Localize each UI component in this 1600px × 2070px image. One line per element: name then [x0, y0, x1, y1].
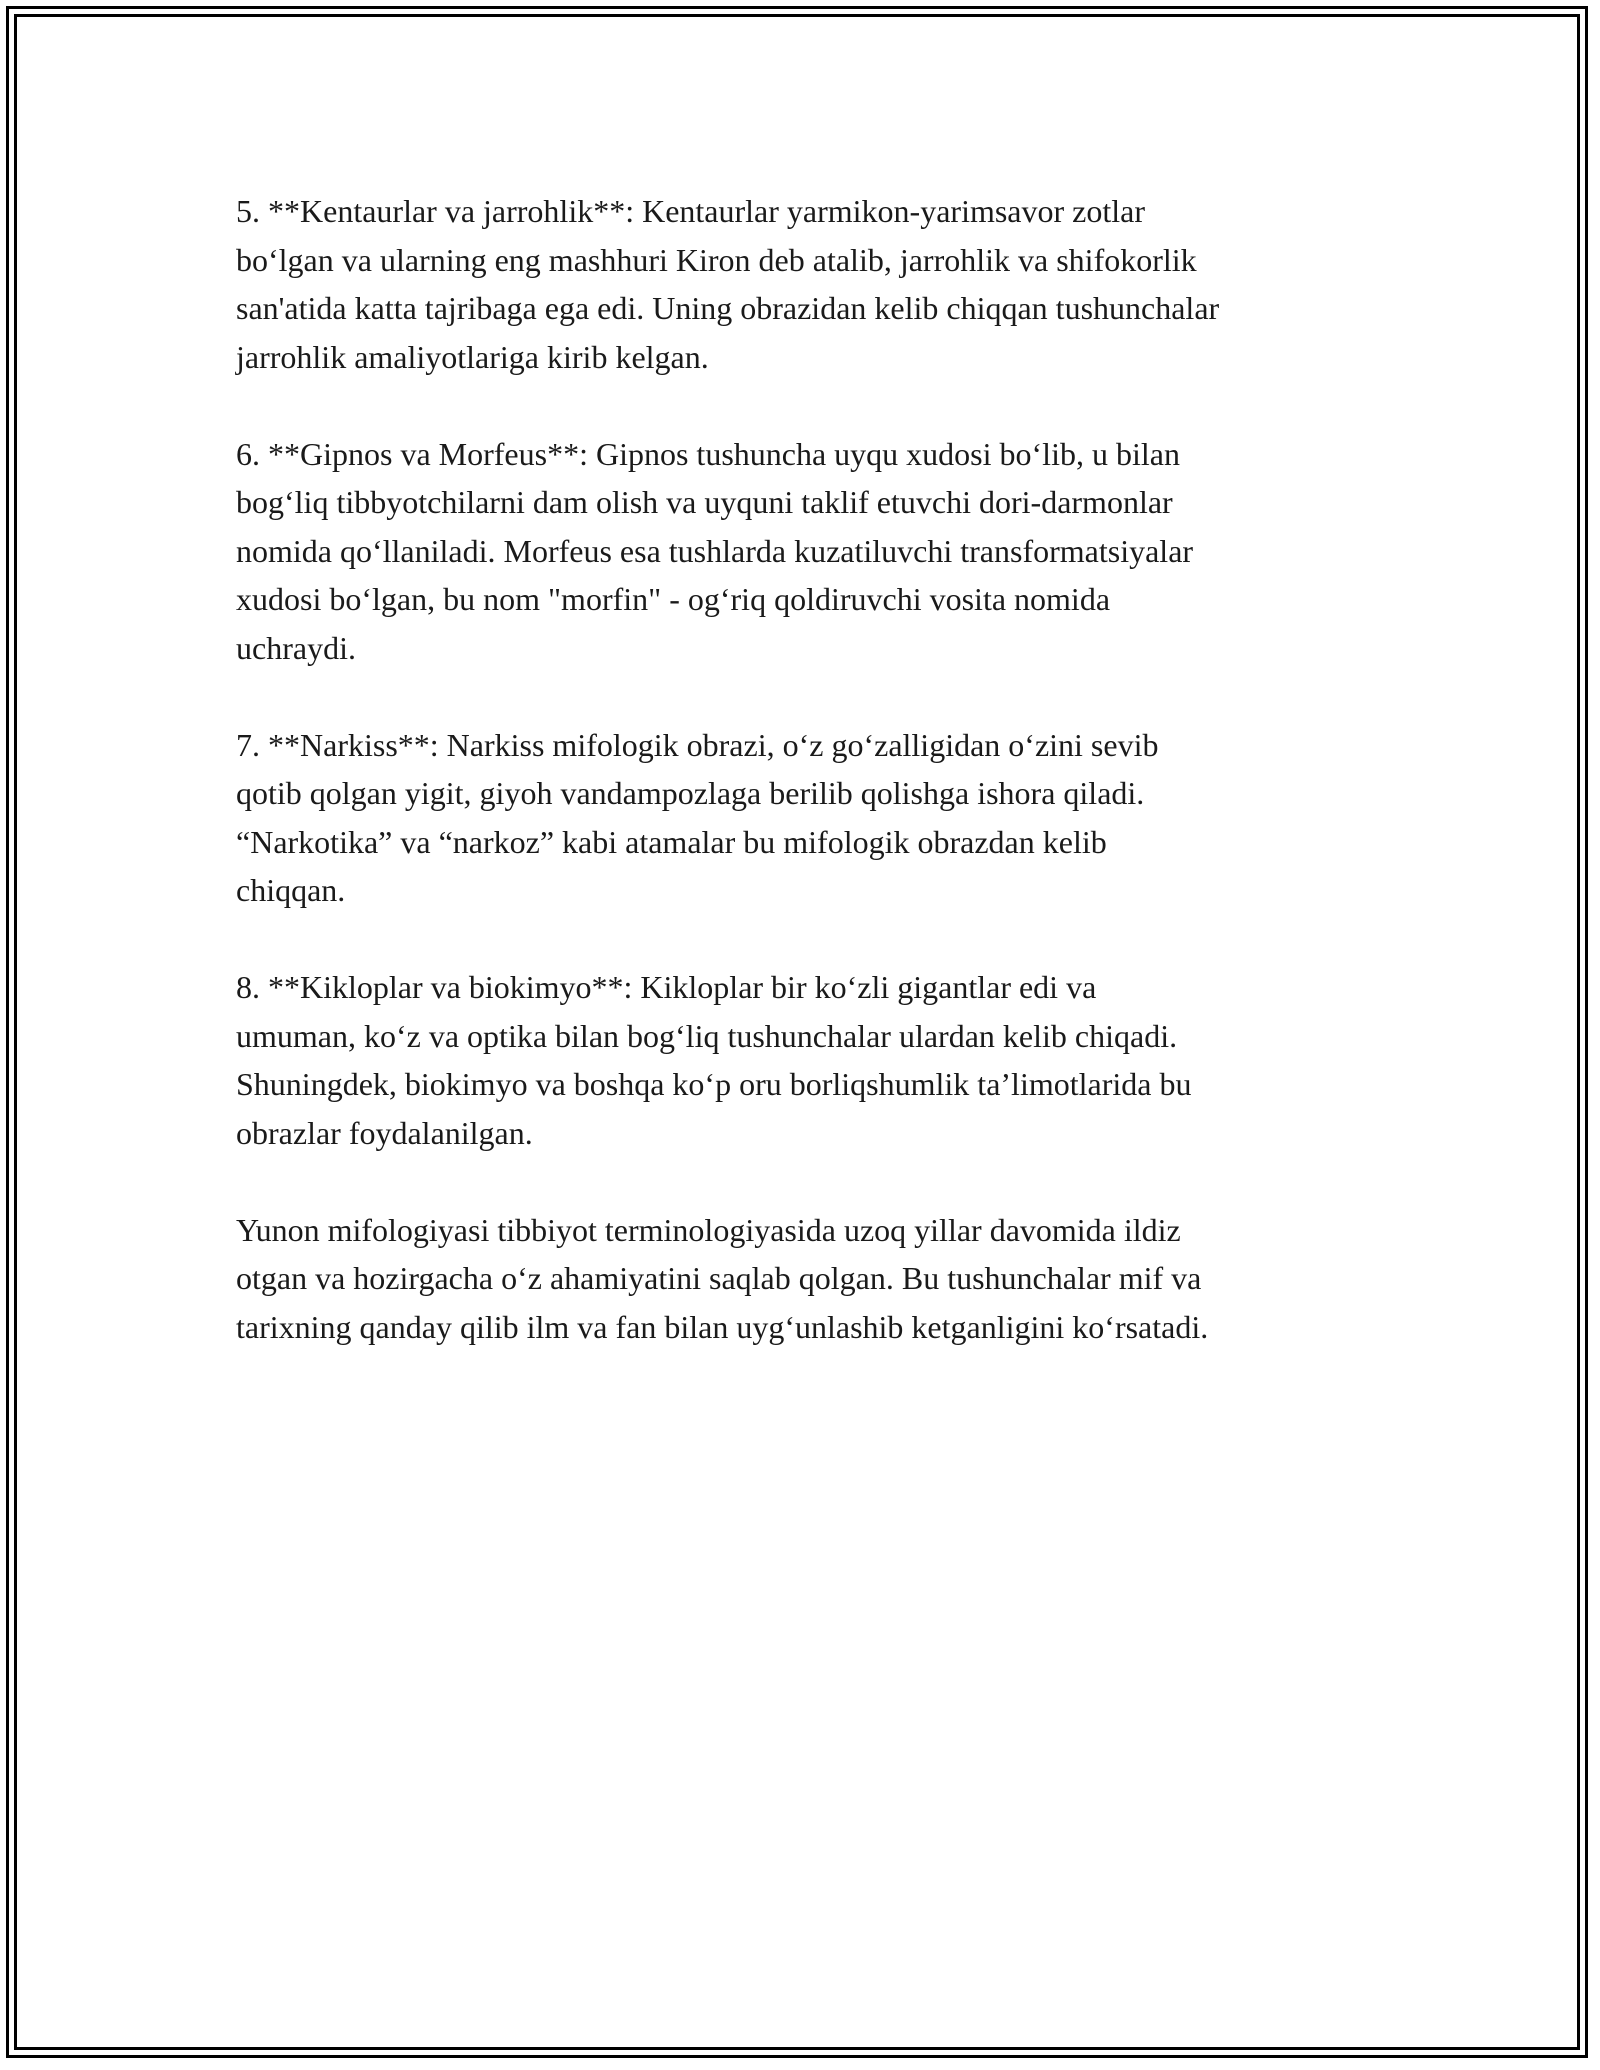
- paragraph-kentaurlar: 5. **Kentaurlar va jarrohlik**: Kentaurlar yarmikon-yarimsavor zotlar bo‘lgan va ularning eng mashhuri Kiron deb atalib, jarrohlik va shifokorlik san'atida katta tajribaga ega edi. Uning obrazidan kelib chiqqan tushunchalar jarrohlik amaliyotlariga kirib kelgan.: [236, 193, 1220, 375]
- document-body: [236, 187, 1376, 1400]
- paragraph-conclusion: Yunon mifologiyasi tibbiyot terminologiyasida uzoq yillar davomida ildiz otgan va hozirgacha o‘z ahamiyatini saqlab qolgan. Bu tushunchalar mif va tarixning qanday qilib ilm va fan bilan uyg‘unlashib ketganligini ko‘rsatadi.: [236, 1211, 1209, 1345]
- paragraph-gipnos-morfeus: 6. **Gipnos va Morfeus**: Gipnos tushuncha uyqu xudosi bo‘lib, u bilan bog‘liq tibbyotchilarni dam olish va uyquni taklif etuvchi dori-darmonlar nomida qo‘llaniladi. Morfeus esa tushlarda kuzatiluvchi transformatsiyalar xudosi bo‘lgan, bu nom "morfin" - og‘riq qoldiruvchi vosita nomida uchraydi.: [236, 435, 1194, 666]
- paragraph-narkiss: 7. **Narkiss**: Narkiss mifologik obrazi, o‘z go‘zalligidan o‘zini sevib qotib qolgan yigit, giyoh vandampozlaga berilib qolishga ishora qiladi. “Narkotika” va “narkoz” kabi atamalar bu mifologik obrazdan kelib chiqqan.: [236, 726, 1159, 908]
- paragraph-kikloplar: 8. **Kikloplar va biokimyo**: Kikloplar bir ko‘zli gigantlar edi va umuman, ko‘z va optika bilan bog‘liq tushunchalar ulardan kelib chiqadi. Shuningdek, biokimyo va boshqa ko‘p oru borliqshumlik ta’limotlarida bu obrazlar foydalanilgan.: [236, 969, 1192, 1151]
